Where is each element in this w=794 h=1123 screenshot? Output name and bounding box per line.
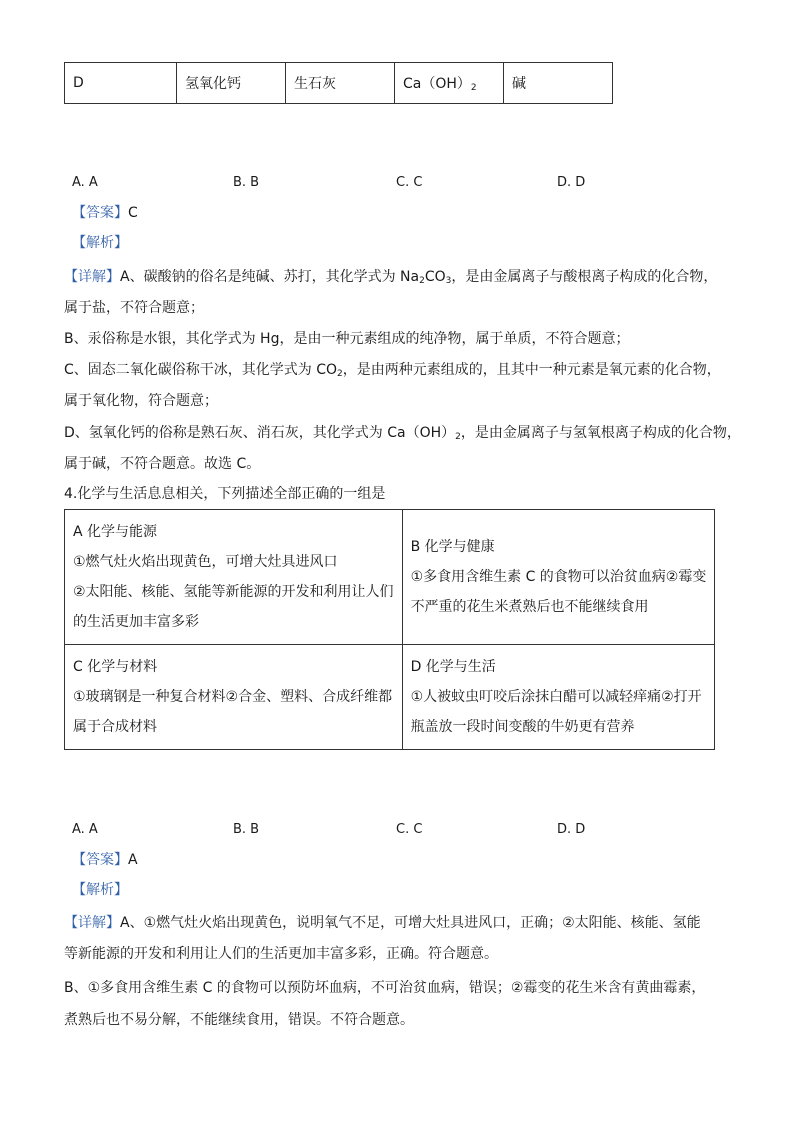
table-cell-category: 碱 [504,63,613,104]
option-d[interactable]: D. D [557,822,586,837]
table-cell-option: D [65,63,177,104]
option-d[interactable]: D. D [557,175,586,190]
option-c[interactable]: C. C [396,822,423,837]
table-row [65,510,715,645]
answer-label: 【答案】 [72,205,128,221]
option-a[interactable]: A. A [72,822,98,837]
formula-table [64,62,613,104]
answer-value: A [128,852,138,868]
cell-c-materials: C 化学与材料 ①玻璃钢是一种复合材料②合金、塑料、合成纤维都 属于合成材料 [65,645,403,750]
cell-b-health: B 化学与健康 ①多食用含维生素 C 的食物可以治贫血病②霉变 不严重的花生米煮熟后也不能继续食用 [402,510,715,645]
table-cell-name: 氢氧化钙 [177,63,286,104]
option-c[interactable]: C. C [396,175,423,190]
q4-explanation-a-line2: 等新能源的开发和利用让人们的生活更加丰富多彩，正确。符合题意。 [64,946,498,962]
explanation-c-line2: 属于氧化物，符合题意； [64,393,218,409]
option-a[interactable]: A. A [72,175,98,190]
analysis-label: 【解析】 [72,882,128,898]
explanation-b: B、汞俗称是水银，其化学式为 Hg，是由一种元素组成的纯净物，属于单质，不符合题意； [64,331,630,347]
option-b[interactable]: B. B [233,822,260,837]
answer-label: 【答案】 [72,852,128,868]
detail-label: 【详解】 [64,269,120,285]
explanation-a-line1: 【详解】A、碳酸钠的俗名是纯碱、苏打，其化学式为 $Na_2CO_3$，是由金属离子与酸根离子构成的化合物， [64,269,718,286]
explanation-c-line1: C、固态二氧化碳俗称干冰，其化学式为 $CO_2$，是由两种元素组成的，且其中一种元素是氧元素的化合物， [64,362,721,379]
explanation-d-line1: D、氢氧化钙的俗称是熟石灰、消石灰，其化学式为 $Ca(OH)_2$，是由金属离子与氢氧根离子构成的化合物， [64,425,741,442]
question-4-title: 4.化学与生活息息相关，下列描述全部正确的一组是 [64,486,386,502]
table-row [65,63,613,104]
answer-value: C [128,205,138,221]
answer-line [72,203,138,223]
q4-explanation-b-line2: 煮熟后也不易分解，不能继续食用，错误。不符合题意。 [64,1012,414,1028]
question-4-table [64,509,715,750]
q4-explanation-a-line1: 【详解】A、①燃气灶火焰出现黄色，说明氧气不足，可增大灶具进风口，正确；②太阳能、核能、氢能 [64,915,701,931]
table-cell-common-name: 生石灰 [286,63,395,104]
detail-label: 【详解】 [64,915,120,931]
q4-explanation-b-line1: B、①多食用含维生素 C 的食物可以预防坏血病，不可治贫血病，错误；②霉变的花生米含有黄曲霉素， [64,980,706,996]
explanation-d-line2: 属于碱，不符合题意。故选 C。 [64,456,261,472]
table-cell-formula: $Ca(OH)_2$ [395,63,504,104]
explanation-a-line2: 属于盐，不符合题意； [64,300,204,316]
analysis-label: 【解析】 [72,235,128,251]
table-row [65,645,715,750]
answer-line [72,850,138,870]
cell-a-energy: A 化学与能源 ①燃气灶火焰出现黄色，可增大灶具进风口 ②太阳能、核能、氢能等新能源的开发和利用让人们 的生活更加丰富多彩 [65,510,403,645]
cell-d-life: D 化学与生活 ①人被蚊虫叮咬后涂抹白醋可以减轻痒痛②打开 瓶盖放一段时间变酸的牛奶更有营养 [402,645,715,750]
option-b[interactable]: B. B [233,175,260,190]
